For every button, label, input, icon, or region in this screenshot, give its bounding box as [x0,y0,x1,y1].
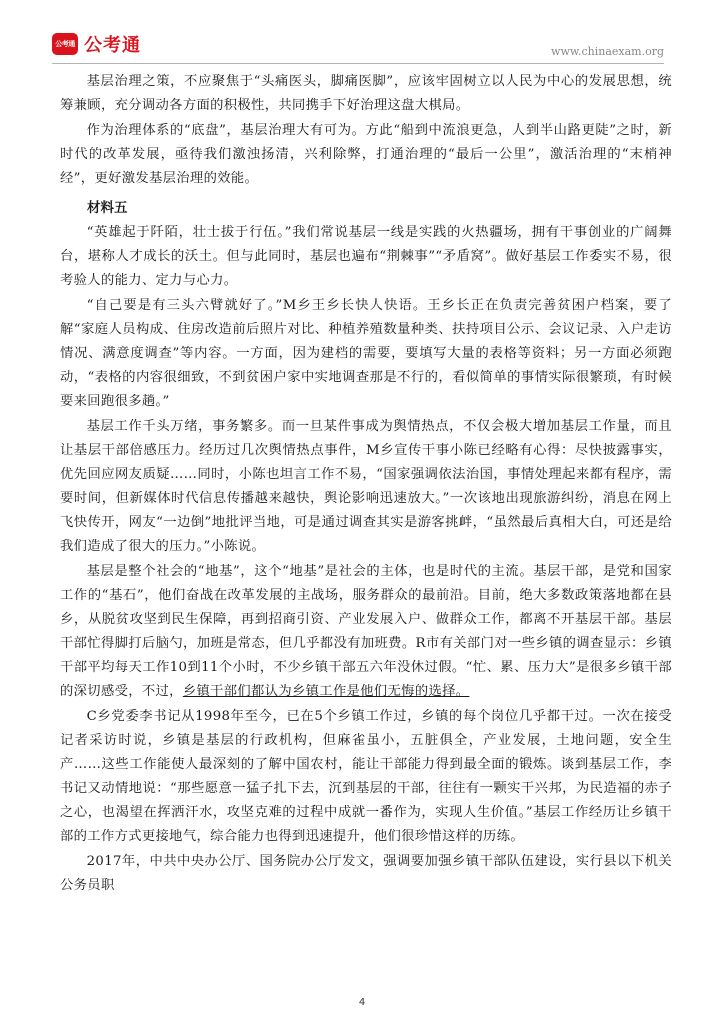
paragraph-5: 基层工作千头万绪，事务繁多。而一旦某件事成为舆情热点，不仅会极大增加基层工作量，而且让基层干部倍感压力。经历过几次舆情热点事件，M乡宣传干事小陈已经略有心得：尽快披露事实，优先回应网友质疑……同时，小陈也坦言工作不易，“国家强调依法治国，事情处理起来都有程序，需要时间，但新媒体时代信息传播越来越快，舆论影响迅速放大。”一次该地出现旅游纠纷，消息在网上飞快传开，网友“一边倒”地批评当地，可是通过调查其实是游客挑衅，“虽然最后真相大白，可还是给我们造成了很大的压力。”小陈说。 [60,419,672,554]
paragraph-8: 2017年，中共中央办公厅、国务院办公厅发文，强调要加强乡镇干部队伍建设，实行县以下机关公务员职 [60,854,672,893]
paragraph-1: 基层治理之策，不应聚焦于“头痛医头，脚痛医脚”，应该牢固树立以人民为中心的发展思想，统筹兼顾，充分调动各方面的积极性，共同携手下好治理这盘大棋局。 [60,74,672,113]
page-number: 4 [358,997,366,1008]
paragraph-6-text: 基层是整个社会的“地基”，这个“地基”是社会的主体，也是时代的主流。基层干部，是党和国家工作的“基石”，他们奋战在改革发展的主战场，服务群众的最前沿。目前，绝大多数政策落地都在县乡，从脱贫攻坚到民生保障，再到招商引资、产业发展入户、做群众工作，都离不开基层干部。基层干部忙得脚打后脑勺，加班是常态，但几乎都没有加班费。R市有关部门对一些乡镇的调查显示：乡镇干部平均每天工作10到11个小时，不少乡镇干部五六年没休过假。“忙、累、压力大”是很多乡镇干部的深切感受，不过， [60,564,672,699]
site-url[interactable]: www.chinaexam.org [551,45,664,58]
logo-text: 公考通 [84,35,141,56]
paragraph-6-underlined-text: 乡镇干部们都认为乡镇工作是他们无悔的选择。 [182,684,470,699]
page-header [0,0,724,64]
paragraph-6 [60,560,672,704]
section-heading-material-5: 材料五 [87,200,128,216]
paragraph-2: 作为治理体系的“底盘”，基层治理大有可为。方此“船到中流浪更急，人到半山路更陡”之时，新时代的改革发展，亟待我们激浊扬清，兴利除弊，打通治理的“最后一公里”，激活治理的“末梢神经”，更好激发基层治理的效能。 [60,123,672,186]
header-divider [52,63,664,64]
document-body [60,70,672,898]
logo-badge-icon: 公考通 [52,33,78,55]
paragraph-3: “英雄起于阡陌，壮士拔于行伍。”我们常说基层一线是实践的火热疆场，拥有干事创业的广阔舞台，堪称人才成长的沃土。但与此同时，基层也遍布“荆棘事”“矛盾窝”。做好基层工作委实不易，很考验人的能力、定力与心力。 [60,225,672,288]
paragraph-4: “自己要是有三头六臂就好了。”M乡王乡长快人快语。王乡长正在负责完善贫困户档案，要了解“家庭人员构成、住房改造前后照片对比、种植养殖数量种类、扶持项目公示、会议记录、入户走访情况、满意度调查”等内容。一方面，因为建档的需要，要填写大量的表格等资料；另一方面必须跑动，“表格的内容很细致，不到贫困户家中实地调查那是不行的，看似简单的事情实际很繁琐，有时候要来回跑很多趟。” [60,298,672,409]
paragraph-7: C乡党委李书记从1998年至今，已在5个乡镇工作过，乡镇的每个岗位几乎都干过。一次在接受记者采访时说，乡镇是基层的行政机构，但麻雀虽小，五脏俱全，产业发展，土地问题，安全生产……这些工作能使人最深刻的了解中国农村，能让干部能力得到最全面的锻炼。谈到基层工作，李书记又动情地说：“那些愿意一猛子扎下去，沉到基层的干部，往往有一颗实干兴邦，为民造福的赤子之心，也渴望在挥洒汗水，攻坚克难的过程中成就一番作为，实现人生价值。”基层工作经历让乡镇干部的工作方式更接地气，综合能力也得到迅速提升，他们很珍惜这样的历练。 [60,709,672,844]
brand-logo[interactable] [52,31,141,57]
